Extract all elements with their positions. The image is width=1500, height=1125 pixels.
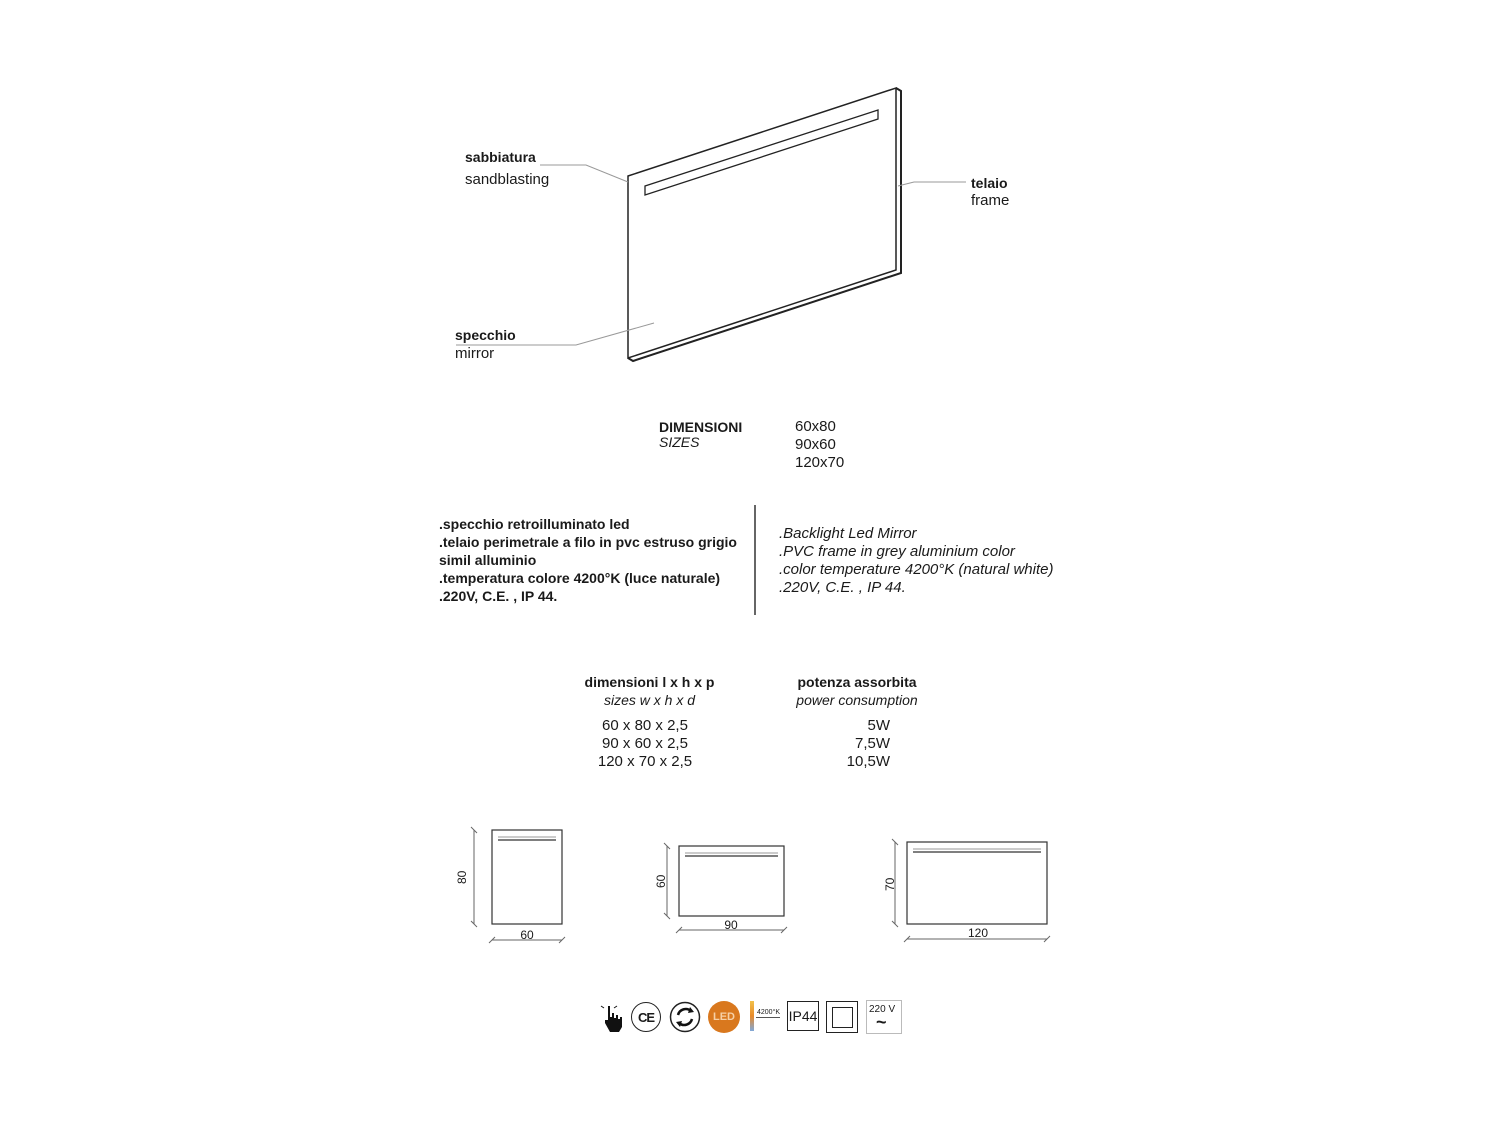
mirror-label-it: specchio xyxy=(455,327,516,343)
size-value: 90x60 xyxy=(795,436,836,453)
feature-line-it: .220V, C.E. , IP 44. xyxy=(439,588,558,604)
feature-line-it: .telaio perimetrale a filo in pvc estruso grigio xyxy=(439,534,737,550)
drawing-1-width-label: 60 xyxy=(520,928,534,942)
feature-line-it: simil alluminio xyxy=(439,552,537,568)
ce-mark-icon: CE xyxy=(631,1002,661,1032)
spec-power-cell: 5W xyxy=(867,717,890,734)
spec-col2-header-en: power consumption xyxy=(796,692,918,708)
temperature-gradient-bar xyxy=(750,1001,754,1031)
frame-label-en: frame xyxy=(971,192,1010,209)
frame-label-it: telaio xyxy=(971,175,1008,191)
spec-size-cell: 90 x 60 x 2,5 xyxy=(602,735,688,752)
drawing-2-width-label: 90 xyxy=(724,918,738,932)
class-ii-insulation-icon xyxy=(826,1001,858,1033)
drawing-2-height-label: 60 xyxy=(654,874,668,888)
touch-hand-icon xyxy=(600,1003,626,1033)
temperature-tick xyxy=(756,1017,780,1018)
sandblasting-label-it: sabbiatura xyxy=(465,149,536,165)
inner-square xyxy=(832,1007,853,1028)
ip44-icon: IP44 xyxy=(787,1001,819,1031)
voltage-label: 220 V xyxy=(869,1004,896,1015)
temperature-label: 4200°K xyxy=(757,1009,781,1016)
spec-col2-header-it: potenza assorbita xyxy=(797,674,917,690)
feature-line-en: .Backlight Led Mirror xyxy=(779,525,917,542)
recycle-arrows-icon xyxy=(669,1001,701,1033)
sizes-heading-it: DIMENSIONI xyxy=(659,419,743,435)
spec-power-cell: 10,5W xyxy=(846,753,890,770)
voltage-220v-icon xyxy=(866,1000,902,1034)
feature-line-en: .220V, C.E. , IP 44. xyxy=(779,579,906,596)
mirror-label-en: mirror xyxy=(455,345,495,362)
drawing-1-height-label: 80 xyxy=(455,870,469,884)
drawing-3-width-label: 120 xyxy=(967,926,989,940)
spec-size-cell: 60 x 80 x 2,5 xyxy=(602,717,688,734)
color-temperature-icon xyxy=(750,1001,782,1031)
drawing-60x80 xyxy=(471,827,565,943)
drawing-3-height-label: 70 xyxy=(883,877,897,891)
sandblasting-label-en: sandblasting xyxy=(465,171,550,188)
feature-line-it: .specchio retroilluminato led xyxy=(439,516,630,532)
sizes-heading-en: SIZES xyxy=(659,434,700,450)
size-value: 120x70 xyxy=(795,454,845,471)
spec-power-cell: 7,5W xyxy=(854,735,890,752)
led-badge-icon: LED xyxy=(708,1001,740,1033)
feature-line-en: .PVC frame in grey aluminium color xyxy=(779,543,1015,560)
feature-line-en: .color temperature 4200°K (natural white) xyxy=(779,561,1054,578)
spec-col1-header-it: dimensioni l x h x p xyxy=(584,674,715,690)
spec-size-cell: 120 x 70 x 2,5 xyxy=(597,753,693,770)
size-value: 60x80 xyxy=(795,418,836,435)
spec-col1-header-en: sizes w x h x d xyxy=(603,692,696,708)
feature-line-it: .temperatura colore 4200°K (luce naturale) xyxy=(439,570,721,586)
alternating-current-symbol: ~ xyxy=(876,1012,887,1032)
